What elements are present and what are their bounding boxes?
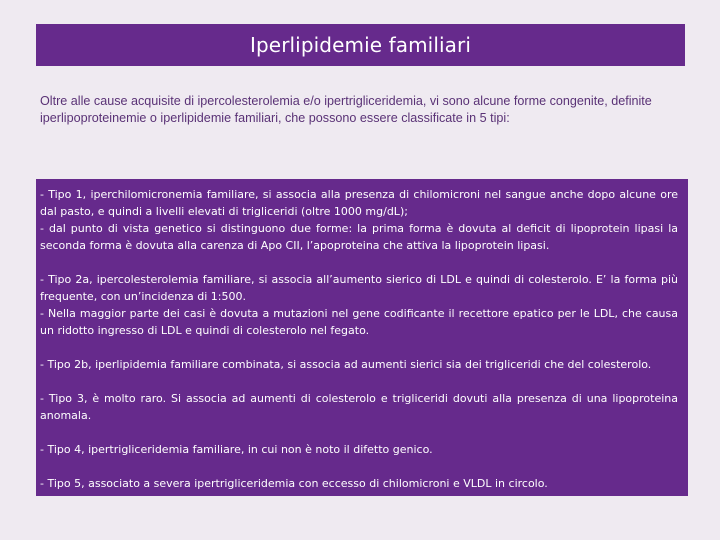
type-2b-description: - Tipo 2b, iperlipidemia familiare combinata, si associa ad aumenti sierici sia dei trigliceridi che del colesterolo.: [40, 358, 652, 371]
type-3-description: - Tipo 3, è molto raro. Si associa ad aumenti di colesterolo e trigliceridi dovuti alla presenza di una lipoproteina anomala.: [40, 392, 678, 422]
type-1-item: [40, 186, 678, 254]
type-5-description: - Tipo 5, associato a severa ipertrigliceridemia con eccesso di chilomicroni e VLDL in circolo.: [40, 477, 548, 490]
type-2a-item: [40, 271, 678, 339]
types-list-box: [36, 179, 688, 496]
type-2a-description: - Tipo 2a, ipercolesterolemia familiare, si associa all’aumento sierico di LDL e quindi di colesterolo. E’ la forma più frequente, con un’incidenza di 1:500.: [40, 273, 678, 303]
type-4-description: - Tipo 4, ipertrigliceridemia familiare, in cui non è noto il difetto genico.: [40, 443, 433, 456]
type-4-item: [40, 441, 678, 458]
type-1-genetics: - dal punto di vista genetico si distinguono due forme: la prima forma è dovuta al deficit di lipoprotein lipasi la seconda forma è dovuta alla carenza di Apo CII, l’apoproteina che attiva la lipoprotein lipasi.: [40, 222, 678, 252]
type-5-item: [40, 475, 678, 492]
intro-paragraph: Oltre alle cause acquisite di ipercolesterolemia e/o ipertrigliceridemia, vi sono alcune forme congenite, definite iperlipoproteinemie o iperlipidemie familiari, che possono essere classificate in 5 tipi:: [40, 94, 652, 125]
type-2a-genetics: - Nella maggior parte dei casi è dovuta a mutazioni nel gene codificante il recettore epatico per le LDL, che causa un ridotto ingresso di LDL e quindi di colesterolo nel fegato.: [40, 307, 678, 337]
slide-title: Iperlipidemie familiari: [250, 33, 471, 57]
type-1-description: - Tipo 1, iperchilomicronemia familiare, si associa alla presenza di chilomicroni nel sangue anche dopo alcune ore dal pasto, e quindi a livelli elevati di trigliceridi (oltre 1000 mg/dL);: [40, 188, 678, 218]
type-3-item: [40, 390, 678, 424]
type-2b-item: [40, 356, 678, 373]
slide-title-bar: [36, 24, 685, 66]
